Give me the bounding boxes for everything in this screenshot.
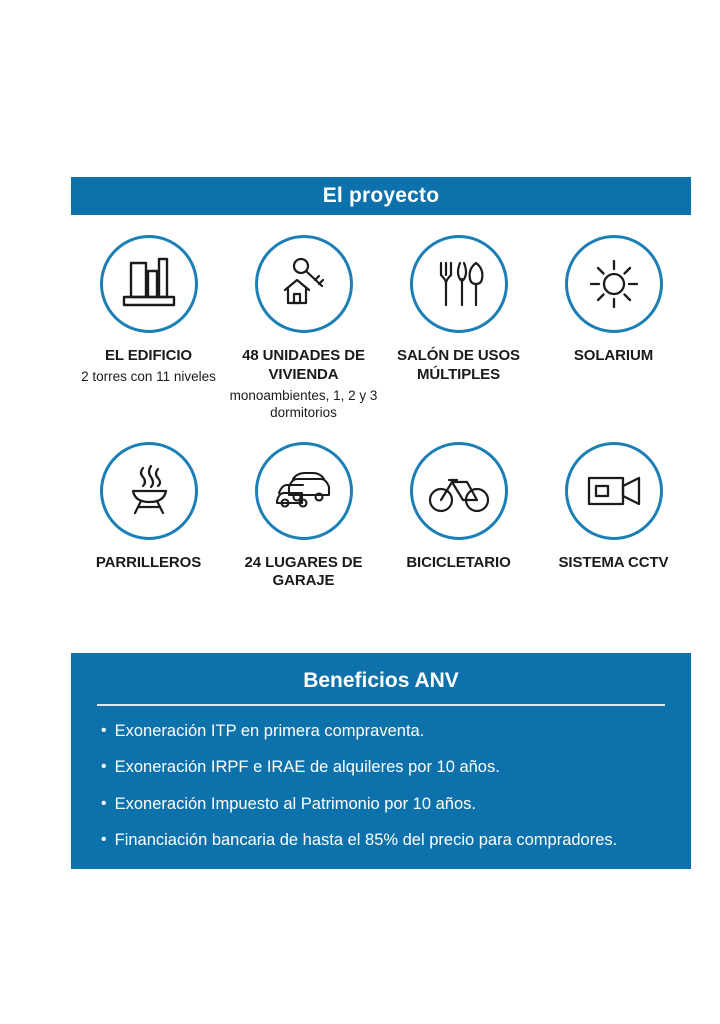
grill-icon-circle (100, 442, 198, 540)
benefit-item (101, 756, 669, 778)
benefit-text: Exoneración Impuesto al Patrimonio por 10 años. (114, 794, 476, 813)
feature-item-parrilleros (71, 442, 226, 594)
benefit-text: Exoneración IRPF e IRAE de alquileres por 10 años. (114, 758, 500, 777)
benefit-text: Financiación bancaria de hasta el 85% del precio para compradores. (114, 830, 618, 849)
feature-subtitle: monoambientes, 1, 2 y 3 dormitorios (229, 387, 378, 421)
feature-title: 24 LUGARES DE GARAJE (244, 553, 363, 590)
sun-icon (585, 255, 643, 313)
cars-icon (273, 465, 335, 517)
benefits-panel (71, 653, 691, 869)
feature-item-bicicletario (381, 442, 536, 594)
cars-icon-circle (255, 442, 353, 540)
building-icon-circle (100, 235, 198, 333)
cutlery-icon (430, 255, 488, 313)
feature-title: PARRILLEROS (95, 553, 202, 571)
benefit-item (101, 829, 669, 851)
feature-title: EL EDIFICIO (105, 347, 192, 364)
feature-item-garaje (226, 442, 381, 594)
house-keys-icon-circle (255, 235, 353, 333)
benefits-title: Beneficios ANV (303, 669, 459, 692)
cutlery-icon-circle (410, 235, 508, 333)
cctv-camera-icon (583, 469, 645, 513)
project-section-header (71, 177, 691, 215)
benefit-item (101, 793, 669, 815)
cctv-camera-icon-circle (565, 442, 663, 540)
bullet-icon: • (101, 830, 107, 848)
bullet-icon: • (101, 758, 107, 776)
bullet-icon: • (101, 722, 107, 739)
feature-item-solarium (536, 235, 691, 422)
feature-item-unidades (226, 235, 381, 422)
project-section-title: El proyecto (322, 184, 440, 207)
building-icon (118, 255, 180, 313)
feature-title: SISTEMA CCTV (558, 553, 669, 571)
bicycle-icon (427, 468, 491, 514)
benefit-item (101, 720, 669, 742)
house-keys-icon (273, 253, 335, 315)
bullet-icon: • (101, 794, 107, 812)
feature-item-edificio (71, 235, 226, 422)
bicycle-icon-circle (410, 442, 508, 540)
grill-icon (120, 462, 178, 520)
benefits-divider (97, 704, 665, 706)
feature-title: BICICLETARIO (406, 553, 511, 571)
feature-grid (71, 235, 691, 593)
feature-title: SOLARIUM (573, 347, 654, 364)
feature-item-salon (381, 235, 536, 422)
feature-item-cctv (536, 442, 691, 594)
feature-title: 48 UNIDADES DE VIVIENDA (242, 347, 365, 383)
feature-title: SALÓN DE USOS MÚLTIPLES (397, 347, 520, 383)
sun-icon-circle (565, 235, 663, 333)
benefit-text: Exoneración ITP en primera compraventa. (114, 722, 425, 740)
feature-subtitle: 2 torres con 11 niveles (81, 368, 216, 384)
